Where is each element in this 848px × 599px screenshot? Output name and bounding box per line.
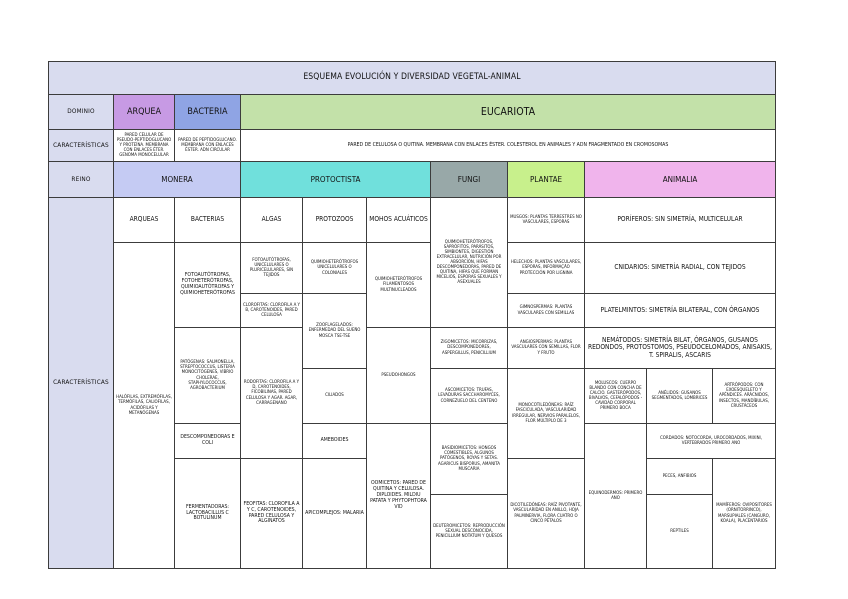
plantae-gimnospermas: GIMNOSPERMAS: PLANTAS VASCULARES CON SEMILLAS [507,293,585,328]
fungi-ascomicetos: ASCOMICETOS: TRUFAS, LEVADURAS SACCHAROMYCES, CORNEZUELO DEL CENTENO [430,368,508,424]
label-caracteristicas: CARACTERÍSTICAS [48,197,114,569]
bacterias-nutrition: FOTOAUTÓTROFAS, FOTOHETERÓTROFAS, QUIMIOAUTÓTROFAS Y QUIMIOHETERÓTROFAS [174,242,241,328]
reino-fungi: FUNGI [430,161,508,198]
reino-plantae: PLANTAE [507,161,585,198]
animalia-anelidos: ANÉLIDOS: GUSANOS SEGMENTADOS, LOMBRICES [646,368,713,424]
fungi-basidiomicetos: BASIDIOMICETOS: HONGOS COMESTIBLES, ALGUNOS PATÓGENOS, ROYAS Y SETAS. AGARICUS BISPORUS, AMANITA MUSCARIA [430,423,508,495]
algas-rodofitas: RODOFITAS: CLOROFILA A Y D, CAROTENOIDES, FICOBILINAS, PARED CELULOSA Y AGAR. AGAR, CARRAGENANO [240,327,303,459]
protozoos-ameboides: AMEBOIDES [302,423,367,459]
animalia-moluscos: MOLUSCOS: CUERPO BLANDO CON CONCHA DE CALCIO. GASTERÓPODOS, BIVALVOS, CEFALÓPODOS - CAVIDAD CORPORAL PRIMERO BOCA [584,368,647,424]
reino-monera: MONERA [113,161,241,198]
algas-feofitas: FEOFITAS: CLOROFILA A Y C, CAROTENOIDES, PARED CELULOSA Y ALGINATOS [240,458,303,569]
bacteria-characteristics: PARED DE PEPTIDOGLUCANO. MEMBRANA CON ENLACES ÉSTER. ADN CIRCULAR [174,129,241,162]
animalia-poriferos: PORÍFEROS: SIN SIMETRÍA, MULTICELULAR [584,197,776,243]
algas-general: FOTOAUTÓTROFAS, UNICELULARES O PLURICELULARES, SIN TEJIDOS [240,242,303,294]
fungi-deuteromicetos: DEUTEROMICETOS: REPRODUCCIÓN SEXUAL DESCONOCIDA, PENICILLIUM NOTATUM Y QUESOS [430,494,508,569]
subgroup-mohos: MOHOS ACUÁTICOS [366,197,431,243]
animalia-peces-anfibios: PECES, ANFIBIOS [646,458,713,495]
dominio-arquea: ARQUEA [113,94,175,130]
label-caracteristicas-dominio: CARACTERÍSTICAS [48,129,114,162]
plantae-dicotiledoneas: DICOTILEDÓNEAS: RAÍZ PIVOTANTE, VASCULARIDAD EN ANILLO, HOJA PALMINERVIA, FLORA CUATRO O CINCO PÉTALOS [507,458,585,569]
arquea-characteristics: PARED CELULAR DE PSEUDO-PEPTIDOGLUCANO Y PROTEÍNA. MEMBRANA CON ENLACES ÉTER. GENOMA MONOCELULAR [113,129,175,162]
plantae-angiospermas: ANGIOSPERMAS: PLANTAS VASCULARES CON SEMILLAS, FLOR Y FRUTO [507,327,585,369]
protozoos-general: QUIMIOHETERÓTROFOS UNICELULARES O COLONIALES [302,242,367,294]
fungi-general: QUIMIOHETERÓTROFOS, SAPRÓFITOS, PARÁSITOS, SIMBIONTES, DIGESTIÓN EXTRACELULAR, NUTRICIÓN POR ABSORCIÓN, HIFAS DESCOMPONEDORAS, PARED DE QUITINA, HIFAS QUE FORMAN MICELIOS, ESPORAS SEXUALES Y ASEXUALES [430,197,508,328]
reino-protoctista: PROTOCTISTA [240,161,431,198]
evolution-diversity-table [48,61,776,569]
animalia-artropodos: ARTRÓPODOS: CON EXOESQUELETO Y APÉNDICES. ARÁCNIDOS, INSECTOS, MANDÍBULAS, CRUSTÁCEOS [712,368,776,424]
animalia-mamiferos: MAMÍFEROS: OVIPOSITORES (ORNITORRINCO), MARSUPIALES (CANGURO, KOALA), PLACENTARIOS [712,458,776,569]
subgroup-protozoos: PROTOZOOS [302,197,367,243]
plantae-musgos: MUSGOS: PLANTAS TERRESTRES NO VASCULARES, ESPORAS [507,197,585,243]
reino-animalia: ANIMALIA [584,161,776,198]
label-dominio: DOMINIO [48,94,114,130]
label-reino: REINO [48,161,114,198]
dominio-eucariota: EUCARIOTA [240,94,776,130]
plantae-monocotiledoneas: MONOCOTILEDÓNEAS: RAÍZ FASCICULADA, VASCULARIDAD IRREGULAR, NERVIOS PARALELOS, FLOR MÚLTIPLO DE 3 [507,368,585,459]
subgroup-algas: ALGAS [240,197,303,243]
protozoos-apicomplejos: APICOMPLEJOS: MALARIA [302,458,367,569]
bacterias-fermenters: FERMENTADORAS: LACTOBACILLUS C BOTULINUM [174,458,241,569]
animalia-platelmintos: PLATELMINTOS: SIMETRÍA BILATERAL, CON ÓRGANOS [584,293,776,328]
bacterias-decomposers: DESCOMPONEDORAS E COLI [174,423,241,459]
table-title: ESQUEMA EVOLUCIÓN Y DIVERSIDAD VEGETAL-ANIMAL [48,61,776,95]
animalia-cordados: CORDADOS: NOTOCORDA, UROCORDADOS, MIXINI, VERTEBRADOS PRIMERO ANO [646,423,776,459]
animalia-nematodos: NEMÁTODOS: SIMETRÍA BILAT, ÓRGANOS, GUSANOS REDONDOS, PROTOSTOMOS, PSEUDOCELOMADOS, ANISAKIS, T. SPIRALIS, ASCARIS [584,327,776,369]
fungi-zigomicetos: ZIGOMICETOS: MICORRIZAS, DESCOMPONEDORES, ASPERGILLUS, PENICILLIUM [430,327,508,369]
eucariota-characteristics: PARED DE CELULOSA O QUITINA. MEMBRANA CON ENLACES ÉSTER. COLESTEROL EN ANIMALES Y ADN FRAGMENTADO EN CROMOSOMAS [240,129,776,162]
plantae-helechos: HELECHOS: PLANTAS VASCULARES, ESPORAS, INFORMAÇÃO PROTECCIÓN POR LIGNINA [507,242,585,294]
animalia-equinodermos: EQUINODERMOS: PRIMERO ANO [584,423,647,569]
subgroup-arqueas: ARQUEAS [113,197,175,243]
mohos-general: QUIMIOHETERÓTROFOS FILAMENTOSOS MULTINUCLEADOS [366,242,431,328]
dominio-bacteria: BACTERIA [174,94,241,130]
animalia-reptiles: REPTILES [646,494,713,569]
subgroup-bacterias: BACTERIAS [174,197,241,243]
algas-clorofitas: CLOROFITAS: CLOROFILA A Y B, CAROTENOIDES, PARED CELULOSA [240,293,303,328]
protozoos-ciliados: CILIADOS [302,368,367,424]
mohos-oomicetos: OOMICETOS: PARED DE QUITINA Y CELULOSA. DIPLOIDES. MILDIU PATATA Y PHYTOPHTORA VID [366,423,431,569]
animalia-cnidarios: CNIDARIOS: SIMETRÍA RADIAL, CON TEJIDOS [584,242,776,294]
bacterias-pathogens: PATÓGENAS: SALMONELLA, STREPTOCOCCUS, LISTERIA MONOCITÓGENES, VIBRIO CHOLERAE, STAPHYLOCOCCUS, AGROBACTERIUM [174,327,241,424]
mohos-pseudohongos: PSEUDOHONGOS [366,327,431,424]
protozoos-zooflagelados: ZOOFLAGELADOS: ENFERMEDAD DEL SUEÑO MOSCA TSE-TSE [302,293,367,369]
arqueas-description: HALÓFILAS, EXTREMÓFILAS, TERMÓFILAS, CALIOFILAS, ACIDÓFILAS Y METANÓGENAS [113,242,175,569]
